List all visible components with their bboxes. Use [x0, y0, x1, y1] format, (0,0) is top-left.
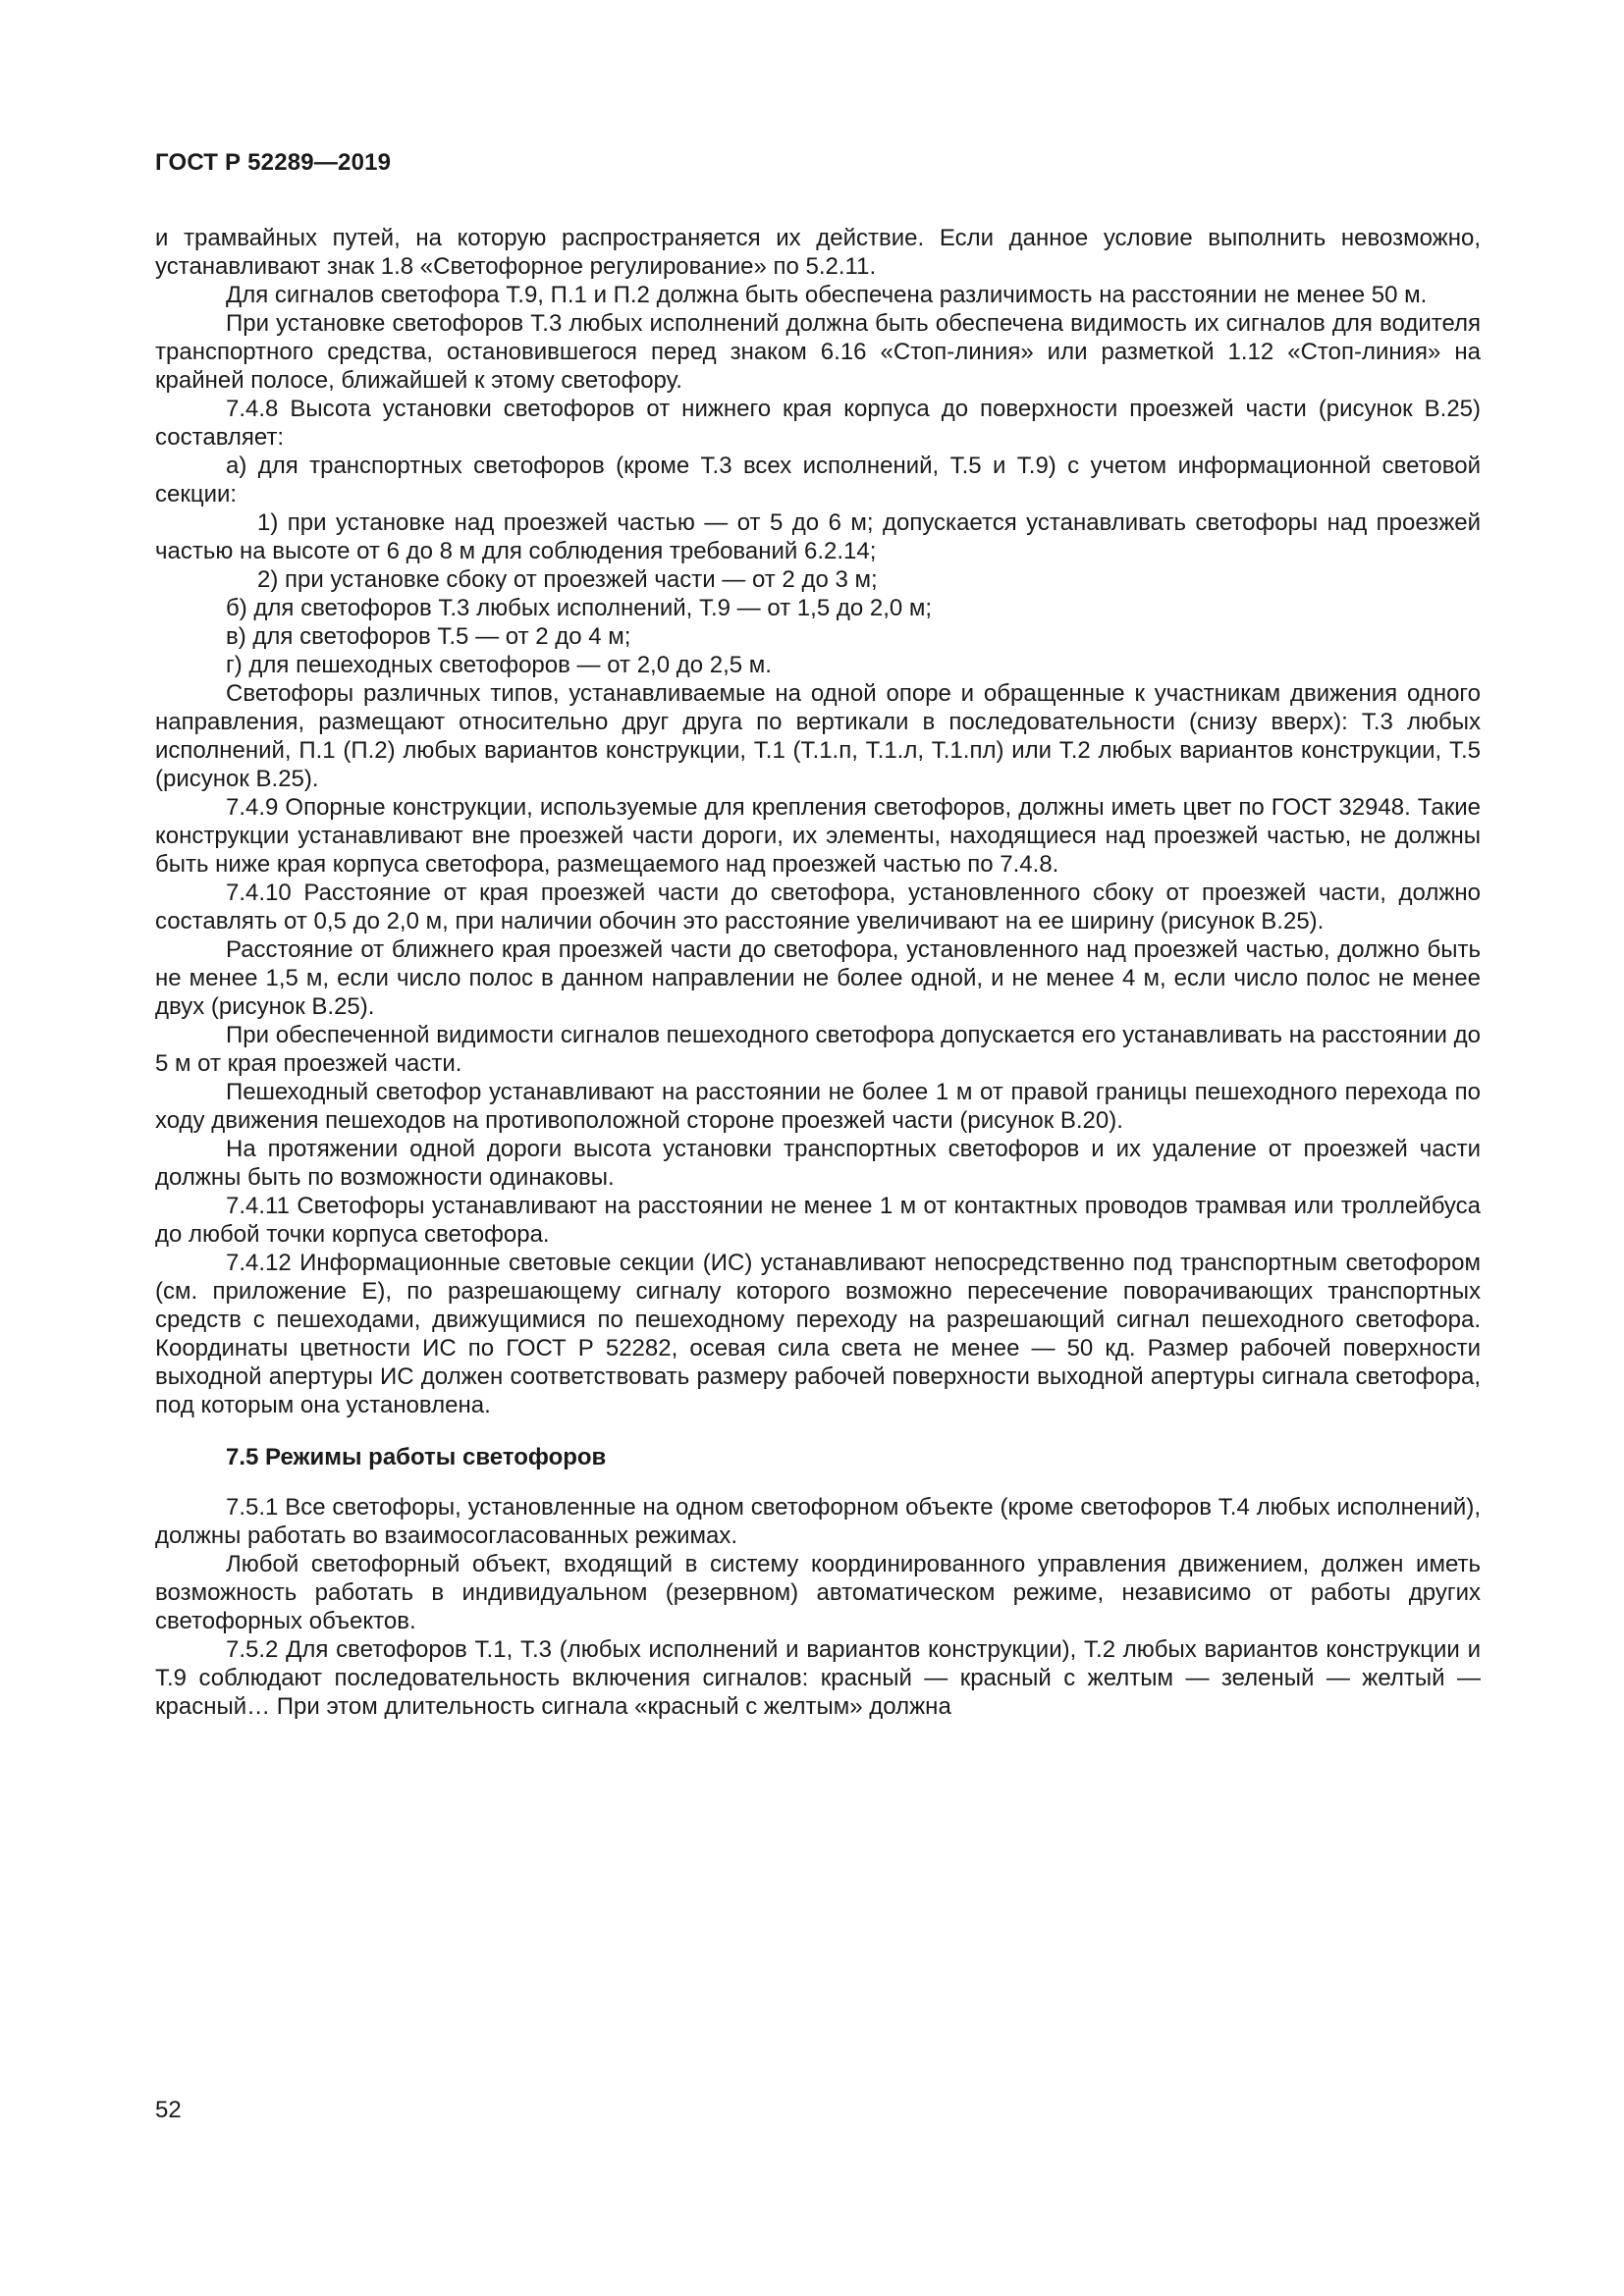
paragraph: При обеспеченной видимости сигналов пешеходного светофора допускается его устанавливать на расстоянии до 5 м от края проезжей части. [155, 1022, 1481, 1077]
paragraph: в) для светофоров Т.5 — от 2 до 4 м; [226, 623, 631, 650]
paragraph: а) для транспортных светофоров (кроме Т.3 всех исполнений, Т.5 и Т.9) с учетом информационной световой секции: [155, 453, 1481, 507]
page-number: 52 [155, 2097, 182, 2123]
paragraph: 7.4.9 Опорные конструкции, используемые для крепления светофоров, должны иметь цвет по ГОСТ 32948. Такие конструкции устанавливают вне проезжей части дороги, их элементы, находящиеся над проезжей частью, не должны быть ниже края корпуса светофора, размещаемого над проезжей частью по 7.4.8. [155, 794, 1481, 878]
paragraph: 2) при установке сбоку от проезжей части — от 2 до 3 м; [257, 566, 878, 593]
paragraph: На протяжении одной дороги высота установки транспортных светофоров и их удаление от проезжей части должны быть по возможности одинаковы. [155, 1136, 1481, 1191]
paragraph: Пешеходный светофор устанавливают на расстоянии не более 1 м от правой границы пешеходного перехода по ходу движения пешеходов на противоположной стороне проезжей части (рисунок В.20). [155, 1079, 1481, 1134]
paragraph: 1) при установке над проезжей частью — от 5 до 6 м; допускается устанавливать светофоры над проезжей частью на высоте от 6 до 8 м для соблюдения требований 6.2.14; [155, 509, 1481, 564]
paragraph: Светофоры различных типов, устанавливаемые на одной опоре и обращенные к участникам движения одного направления, размещают относительно друг друга по вертикали в последовательности (снизу вверх): Т.3 любых исполнений, П.1 (П.2) любых вариантов конструкции, Т.1 (Т.1.п, Т.1.л, Т.1.пл) или Т.2 любых вариантов конструкции, Т.5 (рисунок В.25). [155, 680, 1481, 792]
paragraph: и трамвайных путей, на которую распространяется их действие. Если данное условие выполнить невозможно, устанавливают знак 1.8 «Светофорное регулирование» по 5.2.11. [155, 225, 1481, 280]
paragraph: При установке светофоров Т.3 любых исполнений должна быть обеспечена видимость их сигналов для водителя транспортного средства, остановившегося перед знаком 6.16 «Стоп-линия» или разметкой 1.12 «Стоп-линия» на крайней полосе, ближайшей к этому светофору. [155, 310, 1481, 394]
paragraph: б) для светофоров Т.3 любых исполнений, Т.9 — от 1,5 до 2,0 м; [226, 595, 933, 621]
paragraph: Любой светофорный объект, входящий в систему координированного управления движением, должен иметь возможность работать в индивидуальном (резервном) автоматическом режиме, независимо от работы других светофорных объектов. [155, 1551, 1481, 1634]
paragraph: г) для пешеходных светофоров — от 2,0 до 2,5 м. [226, 652, 772, 678]
paragraph: 7.4.10 Расстояние от края проезжей части до светофора, установленного сбоку от проезжей части, должно составлять от 0,5 до 2,0 м, при наличии обочин это расстояние увеличивают на ее ширину (рисунок В.25). [155, 880, 1481, 934]
paragraph: 7.5.2 Для светофоров Т.1, Т.3 (любых исполнений и вариантов конструкции), Т.2 любых вариантов конструкции и Т.9 соблюдают последовательность включения сигналов: красный — красный с желтым — зеленый — желтый — красный… При этом длительность сигнала «красный с желтым» должна [155, 1636, 1481, 1720]
document-header: ГОСТ Р 52289—2019 [155, 149, 392, 176]
paragraph: 7.4.11 Светофоры устанавливают на расстоянии не менее 1 м от контактных проводов трамвая или троллейбуса до любой точки корпуса светофора. [155, 1193, 1481, 1248]
section-heading: 7.5 Режимы работы светофоров [226, 1444, 607, 1470]
paragraph: Для сигналов светофора Т.9, П.1 и П.2 должна быть обеспечена различимость на расстоянии не менее 50 м. [226, 282, 1428, 308]
paragraph: 7.5.1 Все светофоры, установленные на одном светофорном объекте (кроме светофоров Т.4 любых исполнений), должны работать во взаимосогласованных режимах. [155, 1494, 1481, 1549]
document-body [155, 224, 1481, 1721]
paragraph: 7.4.8 Высота установки светофоров от нижнего края корпуса до поверхности проезжей части (рисунок В.25) составляет: [155, 396, 1481, 451]
paragraph: Расстояние от ближнего края проезжей части до светофора, установленного над проезжей частью, должно быть не менее 1,5 м, если число полос в данном направлении не более одной, и не менее 4 м, если число полос не менее двух (рисунок В.25). [155, 936, 1481, 1020]
paragraph: 7.4.12 Информационные световые секции (ИС) устанавливают непосредственно под транспортным светофором (см. приложение Е), по разрешающему сигналу которого возможно пересечение поворачивающих транспортных средств с пешеходами, движущимися по пешеходному переходу на разрешающий сигнал пешеходного светофора. Координаты цветности ИС по ГОСТ Р 52282, осевая сила света не менее — 50 кд. Размер рабочей поверхности выходной апертуры ИС должен соответствовать размеру рабочей поверхности выходной апертуры сигнала светофора, под которым она установлена. [155, 1250, 1481, 1418]
